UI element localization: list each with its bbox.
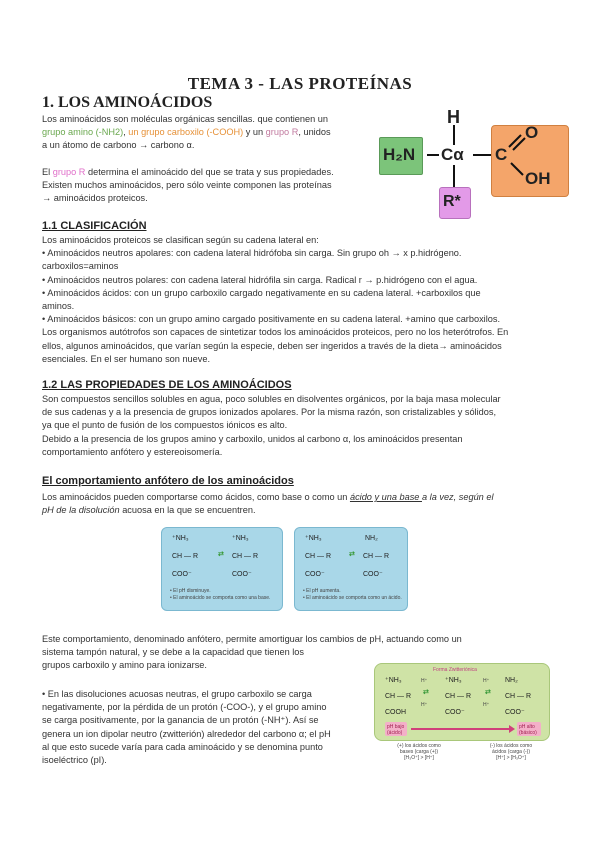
text-line: • En las disoluciones acuosas neutras, el grupo carboxilo se carga [42,689,312,699]
text-line: sistema tampón natural, y se debe a la capacidad que tienen los [42,647,305,658]
chem-label: COOH [385,709,406,716]
high-ph-tag [517,722,541,736]
low-ph-label: pH bajo (ácido) [387,724,405,736]
note: [H₃O⁺] > [H⁺] [404,755,434,761]
text-line: grupos carboxilo y amino para ionizarse. [42,660,207,671]
text-line: esenciales. En el ser humano son nueve. [42,353,211,364]
basic-medium-diagram [294,527,408,611]
text: , [123,127,129,138]
text: a la vez, según el [421,492,494,502]
r-group-text: grupo R [52,167,86,177]
zwitterion-title: Forma Zwitteriónica [433,667,477,673]
chem-label: COO⁻ [363,571,383,578]
carboxyl-group-text: un grupo carboxilo (-COOH) [128,127,244,138]
text-line: • Aminoácidos neutros polares: con cadena lateral hidrófila sin carga. Radical r → p.hidrógeno con el agua. [42,274,478,285]
chem-label: ⁺NH₃ [232,535,249,542]
chem-label: ⁺NH₃ [305,535,322,542]
r-group-label: R* [443,193,461,210]
intro-paragraph [42,113,372,153]
text-line: negativamente, por la pérdida de un protón (-COO-), y el grupo amino [42,702,327,713]
chem-label: CH — R [505,693,532,700]
chem-label: NH₂ [365,535,378,542]
text-line: al que esto sucede varía para cada aminoácido y se denomina punto [42,741,323,752]
note: (+) los ácidos como [397,743,441,749]
text-line: genera un ion dipolar neutro (zwitterión) alrededor del carbono α; el pH [42,728,331,739]
acid-base-emphasis: ácido y una base [349,492,422,502]
section-heading-clasificacion: 1.1 CLASIFICACIÓN [42,220,147,232]
oxygen-atom: O [525,123,539,142]
section-heading-propiedades: 1.2 LAS PROPIEDADES DE LOS AMINOÁCIDOS [42,379,292,391]
text: El [42,167,53,177]
low-ph-tag [385,722,407,736]
text-line: comportamiento anfótero y estereoisomería. [42,446,223,457]
text-line: carboxilos=aminos [42,261,119,272]
text-line: • Aminoácidos básicos: con un grupo amino cargado positivamente en su cadena lateral. +amino que carboxilos. [42,314,501,325]
text-line: • Aminoácidos ácidos: con un grupo carboxilo cargado negativamente en su cadena lateral. +carboxilos que [42,287,481,298]
text: Los aminoácidos son moléculas orgánicas sencillas. que contienen un [42,114,329,124]
zwitterion-diagram [374,663,550,741]
carboxyl-carbon: C [495,145,508,164]
chem-label: ⁺NH₃ [445,677,462,684]
text: a un átomo de carbono → carbono α. [42,140,195,151]
note: ácidos (carga (-)) [491,749,531,755]
amino-group-text: grupo amino (-NH2) [42,127,124,138]
zwitterion-paragraph [42,688,367,767]
amphoteric-intro [42,491,562,517]
section-heading-anfotero: El comportamiento anfótero de los aminoácidos [42,475,294,487]
chem-label: ⁺NH₃ [172,535,189,542]
chem-label: COO⁻ [305,571,325,578]
text-line: Debido a la presencia de los grupos amino y carboxilo, unidos al carbono α, los aminoácidos presentan [42,433,463,444]
proton-label: H⁺ [483,678,490,684]
zwitterion-note-left [384,743,454,761]
chem-label: CH — R [385,693,412,700]
note: • El pH disminuye. [170,588,211,594]
text: determina el aminoácido del que se trata y sus propiedades. [85,167,334,177]
equilibrium-arrow-icon: ⇄ [485,689,491,696]
chem-label: COO⁻ [505,709,525,716]
zwitterion-note-right [476,743,546,761]
text-line: ya que el punto de fusión de los compuestos iónicos es alto. [42,420,288,431]
acid-medium-diagram [161,527,283,611]
text: , unidos [298,127,331,138]
text-line: isoeléctrico (pI). [42,755,107,766]
text-line: ellos, algunos aminoácidos, que varían según la especie, deben ser ingeridos a través de la dieta→ aminoácidos [42,340,502,351]
high-ph-label: pH alto (básico) [519,724,537,736]
equilibrium-arrow-icon: ⇄ [218,551,224,558]
text-line: Los organismos autótrofos son capaces de sintetizar todos los aminoácidos proteicos, pero no los heterótrofos. En [42,327,509,338]
text-line: de sus cadenas y a la presencia de grupos ionizados apolares. Por la misma razón, son cristalizables y sólidos, [42,407,496,418]
text-line: se carga positivamente, por la ganancia de un protón (-NH⁺). Así se [42,715,319,726]
r-group-text: grupo R [265,127,299,138]
chem-label: CH — R [232,553,259,560]
note: [H⁺] > [H₃O⁺] [496,755,526,761]
chem-label: COO⁻ [445,709,465,716]
chem-label: COO⁻ [232,571,252,578]
text: y un [243,127,266,138]
ph-arrowhead-icon [509,725,515,733]
note: • El aminoácido se comporta como una base. [170,595,271,601]
hydroxyl-label: OH [525,169,551,188]
hydrogen-atom: H [447,107,460,127]
text: acuosa en la que se encuentren. [122,505,256,516]
chem-label: CH — R [305,553,332,560]
alpha-carbon: Cα [441,145,464,164]
text-line: aminos. [42,301,75,312]
r-group-paragraph [42,166,372,206]
amino-acid-structure-diagram [375,105,575,220]
proton-label: H⁺ [483,702,490,708]
note: bases (carga (+)) [399,749,439,755]
text: → aminoácidos proteicos. [42,193,148,204]
text-line: Este comportamiento, denominado anfótero, permite amortiguar los cambios de pH, actuando como un [42,634,462,644]
note: • El aminoácido se comporta como un ácido. [303,595,402,601]
text-line: Son compuestos sencillos solubles en agua, poco solubles en disolventes orgánicos, por la baja masa molecular [42,394,501,404]
chem-label: CH — R [445,693,472,700]
equilibrium-arrow-icon: ⇄ [423,689,429,696]
chem-label: CH — R [363,553,390,560]
amino-label: H₂N [383,145,416,164]
classification-text [42,234,562,366]
ph-arrow-icon [411,728,511,730]
proton-label: H⁺ [421,678,428,684]
chem-label: CH — R [172,553,199,560]
proton-label: H⁺ [421,702,428,708]
chem-label: NH₂ [505,677,518,684]
note: • El pH aumenta. [303,588,341,594]
text-line: • Aminoácidos neutros apolares: con cadena lateral hidrófoba sin carga. Sin grupo oh → x p.hidrógeno. [42,248,462,259]
note: (-) los ácidos como [489,743,533,749]
text: Existen muchos aminoácidos, pero sólo veinte componen las proteínas [42,180,332,191]
text: Los aminoácidos pueden comportarse como ácidos, como base o como un [42,492,350,502]
chem-label: COO⁻ [172,571,192,578]
ph-emphasis: pH de la disolución [42,505,123,516]
chem-label: ⁺NH₃ [385,677,402,684]
text-line: Los aminoácidos proteicos se clasifican según su cadena lateral en: [42,235,319,245]
properties-text [42,393,562,459]
equilibrium-arrow-icon: ⇄ [349,551,355,558]
page-title: TEMA 3 - LAS PROTEÍNAS [187,74,413,93]
section-heading-aminoacidos: 1. LOS AMINOÁCIDOS [42,94,213,111]
